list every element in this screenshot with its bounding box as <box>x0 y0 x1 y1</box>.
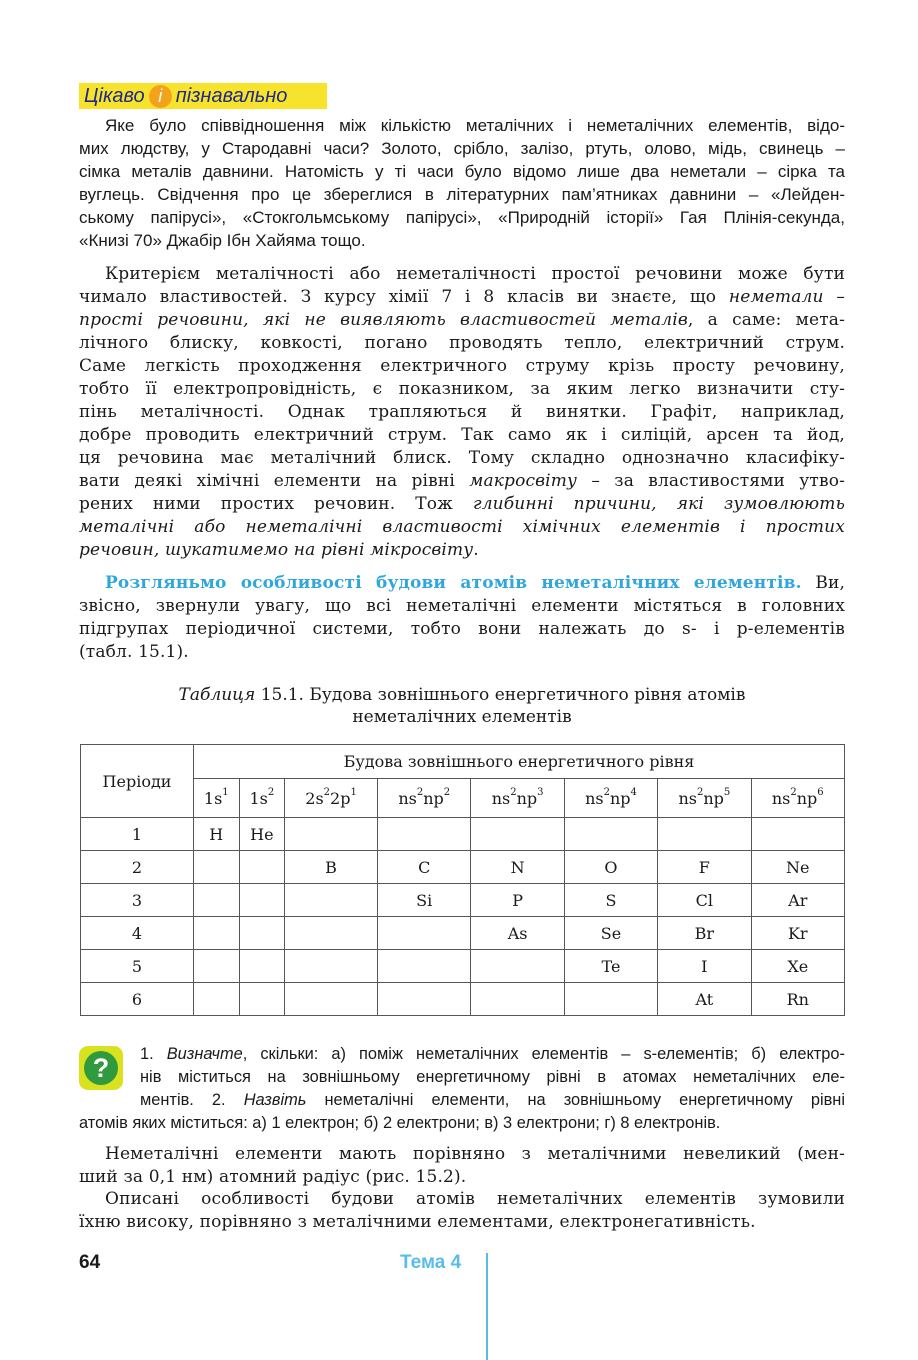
italic-verb: Визначте <box>166 1045 243 1063</box>
element-cell <box>658 818 751 851</box>
text-line <box>79 286 845 309</box>
element-cell <box>194 917 240 950</box>
element-cell: Xe <box>751 950 844 983</box>
intro-line: сімка металів давнини. Натомість у ті часи було відомо лише два неметали – сірка та <box>79 162 845 181</box>
period-cell: 4 <box>81 917 194 950</box>
text-segment: неметалічні елементи, на зовнішньому енергетичному рівні <box>306 1091 845 1109</box>
element-cell <box>239 884 285 917</box>
italic-term: макросвіту <box>469 471 578 491</box>
italic-term: глибинні причини, які зумовлюють <box>472 494 845 514</box>
table-row <box>81 950 845 983</box>
config-header: $ns^2np^6$ <box>751 779 844 818</box>
text-line: Неметалічні елементи мають порівняно з металічними невеликий (мен- <box>105 1144 845 1164</box>
text-line <box>79 572 845 595</box>
question-line <box>79 1043 845 1066</box>
caption-title: Будова зовнішнього енергетичного рівня атомів <box>309 685 746 705</box>
text-line: звісно, звернули увагу, що всі неметалічні елементи містяться в головних <box>79 596 845 616</box>
question-line <box>79 1089 845 1112</box>
element-cell: As <box>471 917 564 950</box>
group-header: Будова зовнішнього енергетичного рівня <box>194 745 845 779</box>
text-segment: чимало властивостей. З курсу хімії 7 і 8 класів ви знаєте, що <box>79 287 729 307</box>
element-cell <box>564 983 657 1016</box>
element-cell: S <box>564 884 657 917</box>
caption-line: неметалічних елементів <box>352 707 572 727</box>
paragraph-electronegativity <box>79 1188 845 1234</box>
element-cell <box>194 884 240 917</box>
italic-definition: прості речовини, які не виявляють властивостей металів <box>79 310 688 330</box>
element-cell <box>239 851 285 884</box>
element-cell: C <box>378 851 471 884</box>
text-line: тобто її електропровідність, є показником, за яким легко визначити сту- <box>79 379 845 399</box>
intro-line: мих людству, у Стародавні часи? Золото, срібло, залізо, ртуть, олово, мідь, свинець – <box>79 139 845 158</box>
element-cell: H <box>194 818 240 851</box>
footer-divider <box>486 1253 488 1360</box>
text-line: лічного блиску, ковкості, погано проводять тепло, електричний струм. <box>79 333 845 353</box>
text-line: Описані особливості будови атомів неметалічних елементів зумовили <box>105 1189 845 1209</box>
table-row <box>81 917 845 950</box>
element-cell: At <box>658 983 751 1016</box>
element-cell: He <box>239 818 285 851</box>
text-segment: 1. <box>140 1045 167 1063</box>
text-segment: , а саме: мета- <box>687 310 845 330</box>
text-segment: Ви, <box>801 573 846 593</box>
element-cell <box>194 851 240 884</box>
text-segment: – за властивостями утво- <box>577 471 845 491</box>
text-line: (табл. 15.1). <box>79 642 189 662</box>
intro-line: ському папірусі», «Стокгольмському папірусі», «Природній історії» Гая Плінія-секунда, <box>79 208 845 227</box>
text-line: Критерієм металічності або неметалічності простої речовини може бути <box>105 264 845 284</box>
italic-verb: Назвіть <box>243 1091 307 1109</box>
element-cell <box>194 950 240 983</box>
question-line: атомів яких міститься: а) 1 електрон; б) 2 електрони; в) 3 електрони; г) 8 електронів. <box>79 1114 721 1132</box>
info-banner <box>79 83 327 109</box>
element-cell: Cl <box>658 884 751 917</box>
element-cell <box>285 818 378 851</box>
info-icon: і <box>149 85 172 108</box>
text-line: Саме легкість проходження електричного струму крізь просту речовину, <box>79 356 845 376</box>
text-segment: рених ними простих речовин. Тож <box>79 494 473 514</box>
element-cell: B <box>285 851 378 884</box>
config-header: $ns^2np^2$ <box>378 779 471 818</box>
text-line: їхню високу, порівняно з металічними елементами, електронегативність. <box>79 1212 756 1232</box>
text-line <box>79 470 845 493</box>
element-cell <box>378 818 471 851</box>
element-cell: Kr <box>751 917 844 950</box>
electron-structure-table <box>80 744 845 1016</box>
element-cell <box>471 818 564 851</box>
intro-line: «Книзі 70» Джабір Ібн Хайяма тощо. <box>79 231 366 250</box>
questions-block <box>79 1043 845 1135</box>
element-cell: Br <box>658 917 751 950</box>
text-line <box>79 309 845 332</box>
paragraph-radius <box>79 1143 845 1189</box>
table-row <box>81 818 845 851</box>
caption-line <box>79 684 845 706</box>
column-header-row <box>81 779 845 818</box>
intro-line: Яке було співвідношення між кількістю металічних і неметалічних елементів, відо- <box>105 116 845 135</box>
text-segment: вати деякі хімічні елементи на рівні <box>79 471 470 491</box>
element-cell: Rn <box>751 983 844 1016</box>
element-cell <box>378 917 471 950</box>
paragraph-metallicity <box>79 263 845 562</box>
element-cell <box>378 983 471 1016</box>
element-cell: Te <box>564 950 657 983</box>
element-cell <box>285 917 378 950</box>
text-line: ший за 0,1 нм) атомний радіус (рис. 15.2). <box>79 1167 467 1187</box>
text-line <box>79 516 845 539</box>
element-cell <box>285 950 378 983</box>
element-cell <box>564 818 657 851</box>
periods-header: Періоди <box>81 745 194 818</box>
text-line <box>79 493 845 516</box>
element-cell: P <box>471 884 564 917</box>
element-cell: I <box>658 950 751 983</box>
paragraph-atoms <box>79 572 845 664</box>
table-body <box>81 818 845 1016</box>
element-cell: F <box>658 851 751 884</box>
question-line: нів міститься на зовнішньому енергетичному рівні в атомах неметалічних еле- <box>140 1068 845 1086</box>
element-cell <box>285 983 378 1016</box>
table-row <box>81 983 845 1016</box>
element-cell <box>239 917 285 950</box>
config-header: $2s^22p^1$ <box>285 779 378 818</box>
config-header: $1s^1$ <box>194 779 240 818</box>
caption-label: Таблиця <box>178 685 256 705</box>
element-cell: Si <box>378 884 471 917</box>
topic-label: Тема 4 <box>400 1252 462 1273</box>
config-header: $1s^2$ <box>239 779 285 818</box>
intro-text <box>79 114 845 252</box>
element-cell: Ar <box>751 884 844 917</box>
banner-word-2: пізнавально <box>175 84 288 107</box>
element-cell <box>471 983 564 1016</box>
text-line: ця речовина має металічний блиск. Тому складно однозначно класифіку- <box>79 448 845 468</box>
question-icon: ? <box>79 1046 123 1090</box>
config-header: $ns^2np^3$ <box>471 779 564 818</box>
table-row <box>81 884 845 917</box>
element-cell: Se <box>564 917 657 950</box>
text-line <box>79 539 845 562</box>
italic-term: металічні або неметалічні властивості хімічних елементів і простих <box>79 517 845 537</box>
element-cell <box>239 950 285 983</box>
config-header: $ns^2np^4$ <box>564 779 657 818</box>
element-cell <box>378 950 471 983</box>
element-cell <box>471 950 564 983</box>
caption-number: 15.1. <box>260 685 304 705</box>
italic-term: речовин, шукатимемо на рівні мікросвіту <box>79 540 474 560</box>
period-cell: 1 <box>81 818 194 851</box>
period-cell: 5 <box>81 950 194 983</box>
element-cell <box>239 983 285 1016</box>
config-header: $ns^2np^5$ <box>658 779 751 818</box>
table-row <box>81 851 845 884</box>
highlighted-lead: Розгляньмо особливості будови атомів неметалічних елементів. <box>105 573 802 593</box>
element-cell <box>194 983 240 1016</box>
period-cell: 2 <box>81 851 194 884</box>
text-segment: . <box>473 540 479 560</box>
period-cell: 6 <box>81 983 194 1016</box>
element-cell <box>285 884 378 917</box>
element-cell <box>751 818 844 851</box>
element-cell: Ne <box>751 851 844 884</box>
text-segment: , скільки: а) поміж неметалічних елементів – s-елементів; б) електро- <box>242 1045 845 1063</box>
text-line: пінь металічності. Однак трапляються й винятки. Графіт, наприклад, <box>79 402 845 422</box>
period-cell: 3 <box>81 884 194 917</box>
element-cell: N <box>471 851 564 884</box>
text-line: добре проводить електричний струм. Так само як і силіцій, арсен та йод, <box>79 425 845 445</box>
banner-word-1: Цікаво <box>84 84 145 107</box>
page-number: 64 <box>79 1252 101 1273</box>
element-cell: O <box>564 851 657 884</box>
text-segment: ментів. 2. <box>140 1091 244 1109</box>
intro-line: вуглець. Свідчення про це збереглися в літературних пам’ятниках давнини – «Лейден- <box>79 185 845 204</box>
table-caption <box>79 684 845 728</box>
text-line: підгрупах періодичної системи, тобто вони належать до s- і p-елементів <box>79 619 845 639</box>
italic-term: неметали – <box>728 287 845 307</box>
